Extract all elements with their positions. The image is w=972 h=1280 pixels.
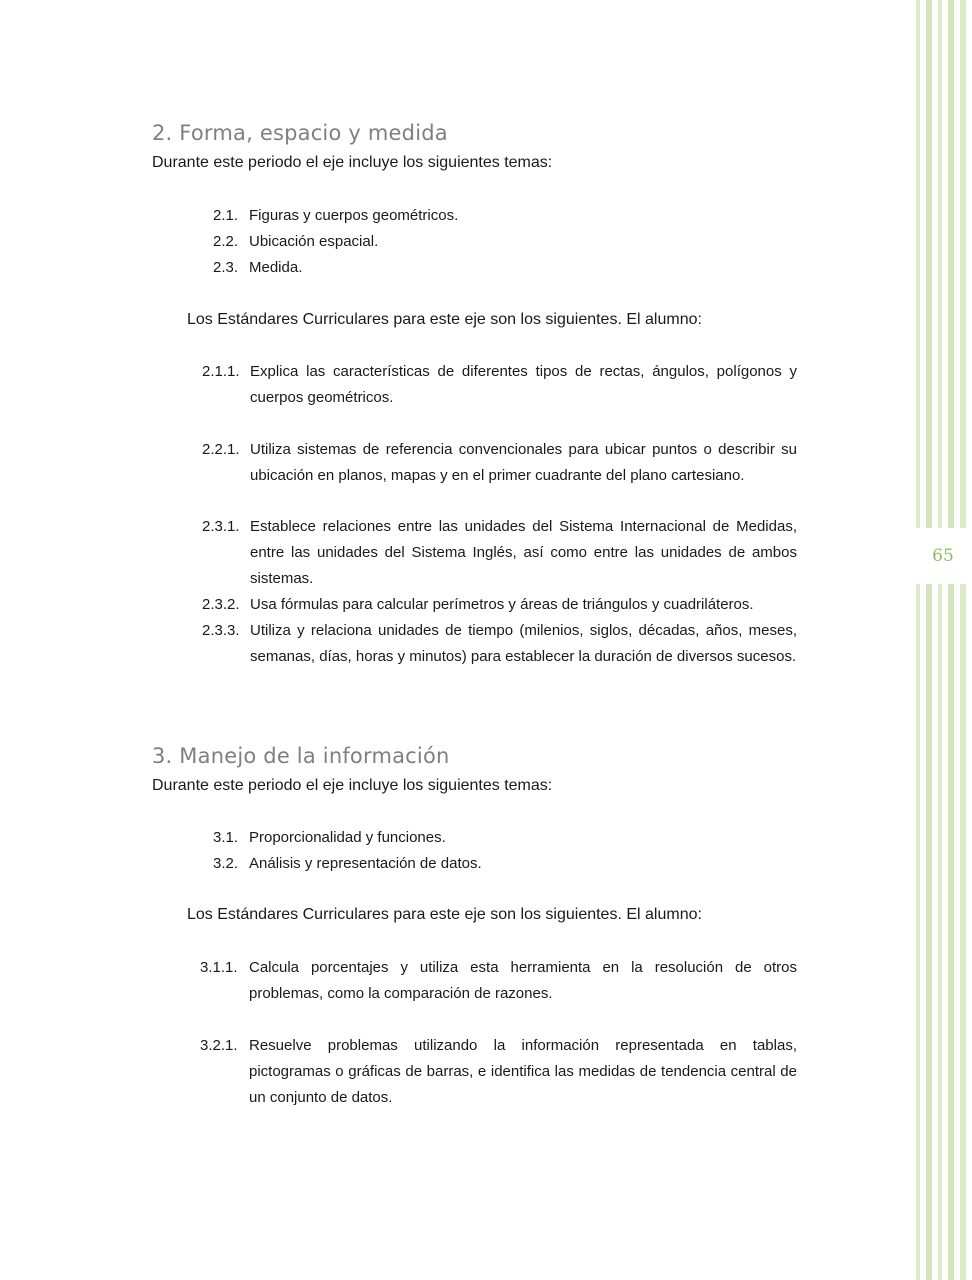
- standard-number: 2.2.1.: [202, 441, 240, 458]
- standard-text: Establece relaciones entre las unidades del Sistema Internacional de Medidas, entre las unidades del Sistema Inglés, así como entre las unidades de ambos sistemas.: [250, 518, 797, 587]
- topic-text: Medida.: [249, 259, 303, 276]
- topic-number: 2.3.: [213, 259, 239, 276]
- stripe: [948, 0, 954, 1280]
- stripe: [960, 0, 966, 1280]
- standard-number: 2.3.1.: [202, 518, 240, 535]
- section-title: 2. Forma, espacio y medida: [152, 121, 448, 145]
- topic-number: 3.2.: [213, 855, 239, 872]
- section-intro: Durante este periodo el eje incluye los siguientes temas:: [152, 154, 553, 171]
- page-number: 65: [932, 546, 954, 566]
- standard-text: Usa fórmulas para calcular perímetros y áreas de triángulos y cuadriláteros.: [250, 596, 754, 613]
- section-intro: Durante este periodo el eje incluye los siguientes temas:: [152, 777, 553, 794]
- page-number-box: [914, 528, 972, 584]
- topic-text: Figuras y cuerpos geométricos.: [249, 207, 459, 224]
- standard-text: Utiliza y relaciona unidades de tiempo (milenios, siglos, décadas, años, meses, semanas, días, horas y minutos) para establecer la duración de diversos sucesos.: [250, 622, 797, 665]
- topic-text: Análisis y representación de datos.: [249, 855, 482, 872]
- stripe: [938, 0, 942, 1280]
- stripe: [926, 0, 932, 1280]
- standard-text: Resuelve problemas utilizando la información representada en tablas, pictogramas o gráficas de barras, e identifica las medidas de tendencia central de un conjunto de datos.: [249, 1037, 797, 1106]
- standard-number: 2.3.2.: [202, 596, 240, 613]
- standards-intro: Los Estándares Curriculares para este eje son los siguientes. El alumno:: [187, 311, 702, 328]
- standard-text: Calcula porcentajes y utiliza esta herramienta en la resolución de otros problemas, como la comparación de razones.: [249, 959, 797, 1002]
- topic-number: 2.1.: [213, 207, 239, 224]
- section-title: 3. Manejo de la información: [152, 744, 450, 768]
- topic-text: Proporcionalidad y funciones.: [249, 829, 446, 846]
- standard-text: Utiliza sistemas de referencia convencionales para ubicar puntos o describir su ubicación en planos, mapas y en el primer cuadrante del plano cartesiano.: [250, 441, 797, 484]
- standard-number: 3.1.1.: [200, 959, 238, 976]
- standard-number: 2.1.1.: [202, 363, 240, 380]
- decorative-stripes: [914, 0, 972, 1280]
- stripe: [916, 0, 920, 1280]
- standard-number: 2.3.3.: [202, 622, 240, 639]
- standards-intro: Los Estándares Curriculares para este eje son los siguientes. El alumno:: [187, 906, 702, 923]
- topic-text: Ubicación espacial.: [249, 233, 379, 250]
- standard-text: Explica las características de diferentes tipos de rectas, ángulos, polígonos y cuerpos geométricos.: [250, 363, 797, 406]
- topic-number: 3.1.: [213, 829, 239, 846]
- topic-number: 2.2.: [213, 233, 239, 250]
- standard-number: 3.2.1.: [200, 1037, 238, 1054]
